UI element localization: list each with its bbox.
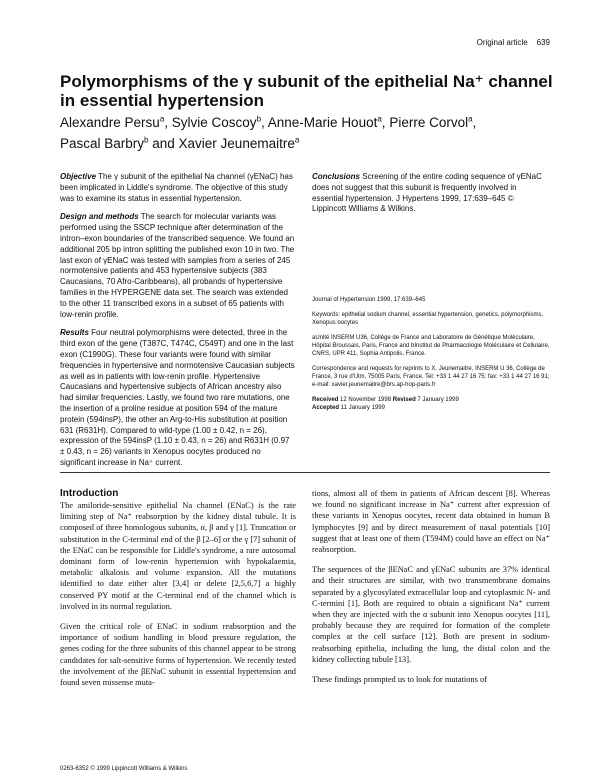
body-paragraph: These findings prompted us to look for mutations of	[312, 675, 487, 685]
author-list	[60, 110, 550, 153]
abstract-conclusions: Conclusions Screening of the entire coding sequence of γENaC does not suggest that this subunit is frequently involved in essential hypertension. J Hypertens 1999, 17:639–645 © Lippincott Williams & Wilkins.	[312, 172, 542, 214]
author: Xavier Jeunemaitre$^a$	[178, 135, 300, 151]
author: Alexandre Persu$^a$,	[60, 114, 172, 130]
body-paragraph: tions, almost all of them in patients of African descent [8]. Whereas we found no significant increase in Na⁺ current after expression of these variants in Xenopus oocytes, recent data obtained in human B lymphocytes [9] and by direct measurement of nasal potentials [10] suggest that at least one of them (T594M) could have an effect on Na⁺ reabsorption.	[312, 489, 550, 555]
article-metadata	[312, 296, 550, 419]
body-left-column	[60, 500, 296, 697]
author: Pierre Corvol$^a$,	[389, 114, 477, 130]
abstract-results: Results Four neutral polymorphisms were detected, three in the third exon of the gene (T387C, T474C, C549T) and one in the last exon (C1990G). These four variants were found with similar frequencies in hypertensive and normotensive Caucasian subjects as well as in patients with low-renin profile. Hypertensive Caucasians and hypertensive subjects of African ancestry also had similar frequencies. Lastly, we found two rare mutations, one the insertion of a proline residue at position 594 of the mature protein (594insP), the other an Arg-to-His substitution at position 631 (R631H). Compared to wild-type (1.00 ± 0.42, n = 26), expression of the 594insP (1.10 ± 0.43, n = 26) and R631H (0.97 ± 0.43, n = 26) variants in Xenopus oocytes produced no significant increase in Na⁺ current.	[60, 328, 295, 467]
abstract-right-column	[312, 172, 550, 223]
running-header	[477, 38, 550, 47]
body-right-column	[312, 488, 550, 694]
abstract-left-column	[60, 172, 296, 477]
abstract-design: Design and methods The search for molecular variants was performed using the SSCP technique after determination of the intron–exon boundaries of the transcribed sequence. We found an additional 205 bp intron splitting the published exon 10 in two. The last exon of γENaC was tested with samples from a series of 245 normotensive patients and 453 hypertensive subjects (383 Caucasians, 70 Afro-Caribbeans), all probands of hypertensive families in the HYPERGENE data set. The search was extended to the other 11 transcribed exons in a subset of 65 patients with low-renin profile.	[60, 212, 295, 319]
keywords: Keywords: epithelial sodium channel, essential hypertension, genetics, polymorphisms, Xenopus oocytes	[312, 312, 544, 326]
page-number: 639	[536, 38, 550, 47]
copyright-footer: 0263-6352 © 1999 Lippincott Williams & Wilkins	[60, 766, 188, 772]
dates: Received 12 November 1998 Revised 7 January 1999 Accepted 11 January 1999	[312, 397, 459, 411]
section-label: Original article	[476, 38, 528, 47]
introduction-heading: Introduction	[60, 488, 119, 499]
author: Sylvie Coscoy$^b$,	[171, 114, 268, 130]
body-paragraph: Given the critical role of ENaC in sodium reabsorption and the importance of sodium handling in blood pressure regulation, the genes coding for the three subunits of this channel appear to be strong candidates for salt-sensitive forms of hypertension. We recently tested the involvement of the βENaC subunit in essential hypertension and found seven missense muta-	[60, 622, 296, 688]
article-title: Polymorphisms of the γ subunit of the epithelial Na⁺ channel in essential hypertension	[60, 72, 553, 110]
author: Pascal Barbry$^b$ and	[60, 135, 179, 151]
section-divider	[60, 472, 550, 473]
correspondence: Correspondence and requests for reprints to X. Jeunemaitre, INSERM U 36, Collège de France, 3 rue d'Ulm, 75005 Paris, France. Tel: +33 1 44 27 16 75; fax: +33 1 44 27 16 91; e-mail: xavier.jeunemaitre@brs.ap-hop-paris.fr	[312, 366, 550, 388]
affiliations: aUnité INSERM U36, Collège de France and Laboratoire de Génétique Moléculaire, Hôpital Broussais, Paris, France and bInstitut de Pharmacologie Moléculaire et Cellulaire, CNRS, UPR 411, Sophia Antipolis, France.	[312, 335, 550, 357]
body-paragraph: The sequences of the βENaC and γENaC subunits are 37% identical and their structures are similar, with two transmembrane domains separated by a glycosylated extracellular loop and cytoplasmic N- and C-termini [1]. Both are required to obtain a significant Na⁺ current when they are injected with the α subunit into Xenopus oocytes [11], probably because they are required for formation of the complete complex at the cell surface [12]. Both are present in sodium-reabsorbing epithelia, including the lung, the distal colon and the kidney collecting tubule [13].	[312, 565, 550, 664]
journal-citation: Journal of Hypertension 1999, 17:639–645	[312, 297, 426, 303]
body-paragraph: The amiloride-sensitive epithelial Na channel (ENaC) is the rate limiting step of Na⁺ reabsorption by the kidney distal tubule. It is composed of three homologous subunits, α, β and γ [1]. Truncation or substitution in the C-terminal end of the β [2–6] or the γ [7] subunit of the ENaC can be responsible for Liddle's syndrome, a rare autosomal dominant form of low-renin hypertension with hypokalaemia, metabolic alkalosis and volume expansion. All the mutations identified to date either alter [3,4] or delete [2,5,6,7] a highly conserved PY motif at the C-terminal end of the channel which is involved in its normal regulation.	[60, 501, 296, 611]
abstract-objective: Objective The γ subunit of the epithelial Na channel (γENaC) has been implicated in Liddle's syndrome. The objective of this study was to examine its status in essential hypertension.	[60, 172, 293, 203]
author: Anne-Marie Houot$^a$,	[267, 114, 390, 130]
